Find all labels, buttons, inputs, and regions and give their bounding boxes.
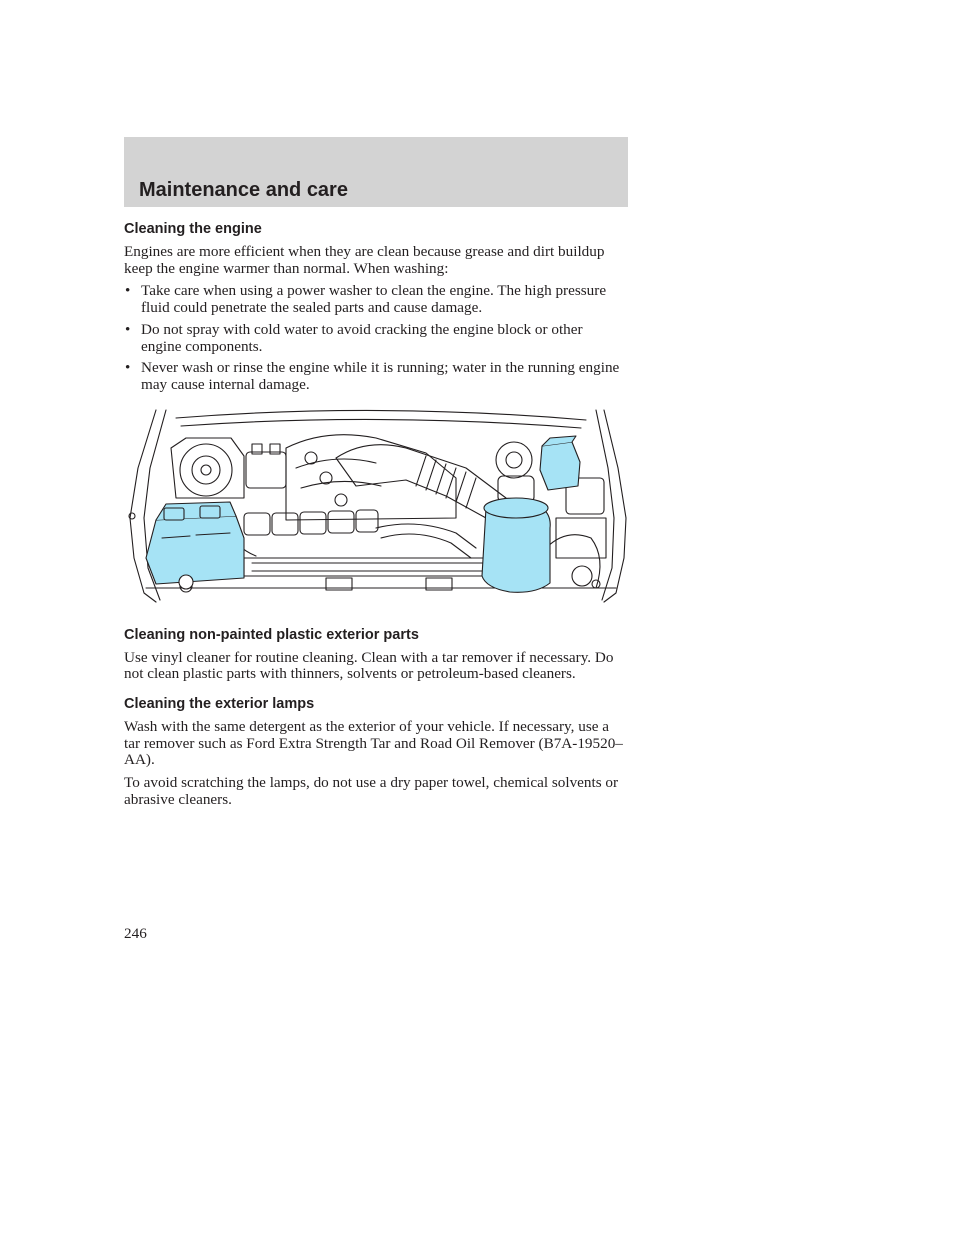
- bullet-icon: •: [125, 320, 131, 338]
- page-number: 246: [124, 925, 147, 942]
- engine-compartment-illustration: [126, 408, 632, 604]
- heading-cleaning-plastic-parts: Cleaning non-painted plastic exterior parts: [124, 626, 419, 643]
- engine-intro-paragraph: Engines are more efficient when they are clean because grease and dirt buildup keep the engine warmer than normal. When washing:: [124, 243, 605, 277]
- list-item: [124, 360, 624, 393]
- bullet-icon: •: [125, 282, 131, 300]
- list-item-text: Never wash or rinse the engine while it is running; water in the running engine may cause internal damage.: [141, 359, 620, 393]
- exterior-lamps-caution-paragraph: To avoid scratching the lamps, do not use a dry paper towel, chemical solvents or abrasive cleaners.: [124, 774, 619, 808]
- plastic-parts-paragraph: Use vinyl cleaner for routine cleaning. Clean with a tar remover if necessary. Do not clean plastic parts with thinners, solvents or petroleum-based cleaners.: [124, 648, 614, 683]
- heading-cleaning-engine: Cleaning the engine: [124, 221, 262, 237]
- list-item: [124, 322, 624, 355]
- list-item: [124, 283, 624, 316]
- page-content: [124, 220, 624, 815]
- section-header-band: [124, 137, 628, 207]
- engine-compartment-icon: [126, 408, 632, 604]
- exterior-lamps-paragraph: Wash with the same detergent as the exterior of your vehicle. If necessary, use a tar remover such as Ford Extra Strength Tar and Road Oil Remover (B7A-19520–AA).: [124, 718, 623, 769]
- section-title: Maintenance and care: [139, 179, 348, 201]
- list-item-text: Take care when using a power washer to clean the engine. The high pressure fluid could penetrate the sealed parts and cause damage.: [141, 282, 607, 317]
- engine-washing-list: [124, 283, 624, 393]
- list-item-text: Do not spray with cold water to avoid cracking the engine block or other engine components.: [141, 320, 583, 355]
- bullet-icon: •: [125, 359, 131, 377]
- heading-cleaning-exterior-lamps: Cleaning the exterior lamps: [124, 696, 315, 713]
